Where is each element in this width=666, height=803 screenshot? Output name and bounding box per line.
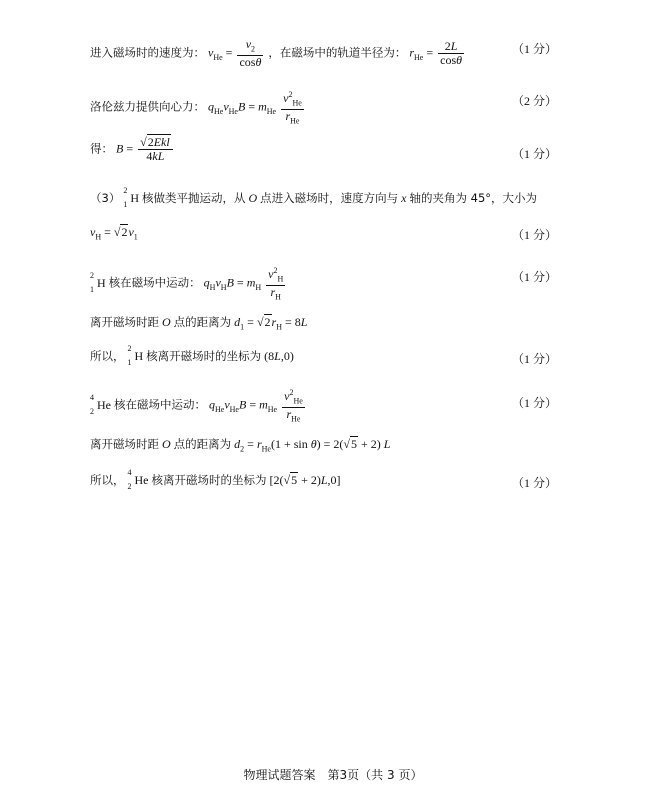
nuclide-h: 2 1 H	[127, 344, 144, 367]
answer-line-3: 得： B = $\frac{\text{√2Ekl}}{4kL}$	[90, 136, 560, 163]
nuclide-he: 4 2 He	[90, 392, 111, 416]
text: 轴的夹角为 45°，大小为	[409, 191, 538, 205]
text: 核离开磁场时的坐标为	[151, 473, 267, 487]
score-8: （1 分）	[512, 352, 558, 366]
score-3: （1 分）	[512, 147, 558, 161]
text: 所以，	[90, 473, 125, 487]
text: 核在磁场中运动：	[114, 397, 206, 412]
answer-line-8: 所以， 2 1 H 核离开磁场时的坐标为 (8L,0)	[90, 344, 294, 367]
text: 点的距离为	[173, 437, 232, 451]
score-2: （2 分）	[512, 94, 558, 108]
answer-line-10: 离开磁场时距 O 点的距离为 $d_2 = r_{He}(1 + \sin \theta) = 2(√5 + 2)$ L	[90, 437, 391, 454]
text: 洛伦兹力提供向心力：	[90, 99, 205, 114]
text: 所以，	[90, 349, 125, 363]
text: 核离开磁场时的坐标为	[146, 349, 262, 363]
text: 点的距离为	[173, 315, 232, 329]
fraction: $\frac{2L}{\cos\theta}$	[440, 39, 463, 68]
text: 得：	[90, 141, 113, 156]
score-9: （1 分）	[512, 396, 558, 410]
score-11: （1 分）	[512, 476, 558, 490]
answer-line-1: 进入磁场时的速度为： $v_{He}$ = $\frac{v_2}{\cos\theta}$ ，在磁场中的轨道半径为： $r_{He}$ = $\frac{2L}{\cos\theta}$	[90, 37, 463, 70]
nuclide-h: 2 1 H	[123, 186, 139, 209]
text: ，在磁场中的轨道半径为：	[268, 45, 407, 60]
text: 核做类平抛运动，从	[142, 191, 246, 205]
text: （3）	[90, 191, 121, 205]
nuclide-h: 2 1 H	[90, 270, 106, 294]
text: 进入磁场时的速度为：	[90, 45, 205, 60]
answer-line-6: 2 1 H 核在磁场中运动： $q_Hv_HB = m_H$ $\frac{v^2_H}{r_H}$	[90, 266, 284, 302]
answer-line-5: $v_H = √2v_1$	[90, 225, 138, 242]
nuclide-he: 4 2 He	[127, 468, 149, 491]
fraction: $\frac{v_2}{\cos\theta}$	[239, 37, 262, 70]
page-footer: 物理试题答案 第3页（共 3 页）	[243, 768, 423, 782]
fraction: $\frac{v^2_{He}}{r_{He}}$	[283, 90, 302, 126]
text: 离开磁场时距	[90, 315, 159, 329]
text: 点进入磁场时，速度方向与	[260, 191, 399, 205]
score-6: （1 分）	[512, 270, 558, 284]
score-1: （1 分）	[512, 42, 558, 56]
fraction: $\frac{v^2_{He}}{r_{He}}$	[284, 388, 303, 424]
text: 核在磁场中运动：	[108, 275, 201, 290]
answer-line-11: 所以， 4 2 He 核离开磁场时的坐标为 [2(√5 + 2)L,0]	[90, 468, 341, 491]
fraction: $\frac{\text{√2Ekl}}{4kL}$	[138, 136, 173, 163]
fraction: $\frac{v^2_H}{r_H}$	[268, 266, 284, 302]
answer-line-9: 4 2 He 核在磁场中运动： $q_{He}v_{He}B = m_{He}$ $\frac{v^2_{He}}{r_{He}}$	[90, 388, 303, 424]
score-5: （1 分）	[512, 228, 558, 242]
answer-line-2: 洛伦兹力提供向心力： $q_{He}v_{He}B = m_{He}$ $\frac{v^2_{He}}{r_{He}}$	[90, 90, 302, 126]
text: 离开磁场时距	[90, 437, 159, 451]
answer-line-7: 离开磁场时距 O 点的距离为 $d_1 = √2r_H = 8L$	[90, 315, 308, 332]
answer-line-4: （3） 2 1 H 核做类平抛运动，从 O 点进入磁场时，速度方向与 x 轴的夹角为 45°，大小为	[90, 186, 538, 209]
